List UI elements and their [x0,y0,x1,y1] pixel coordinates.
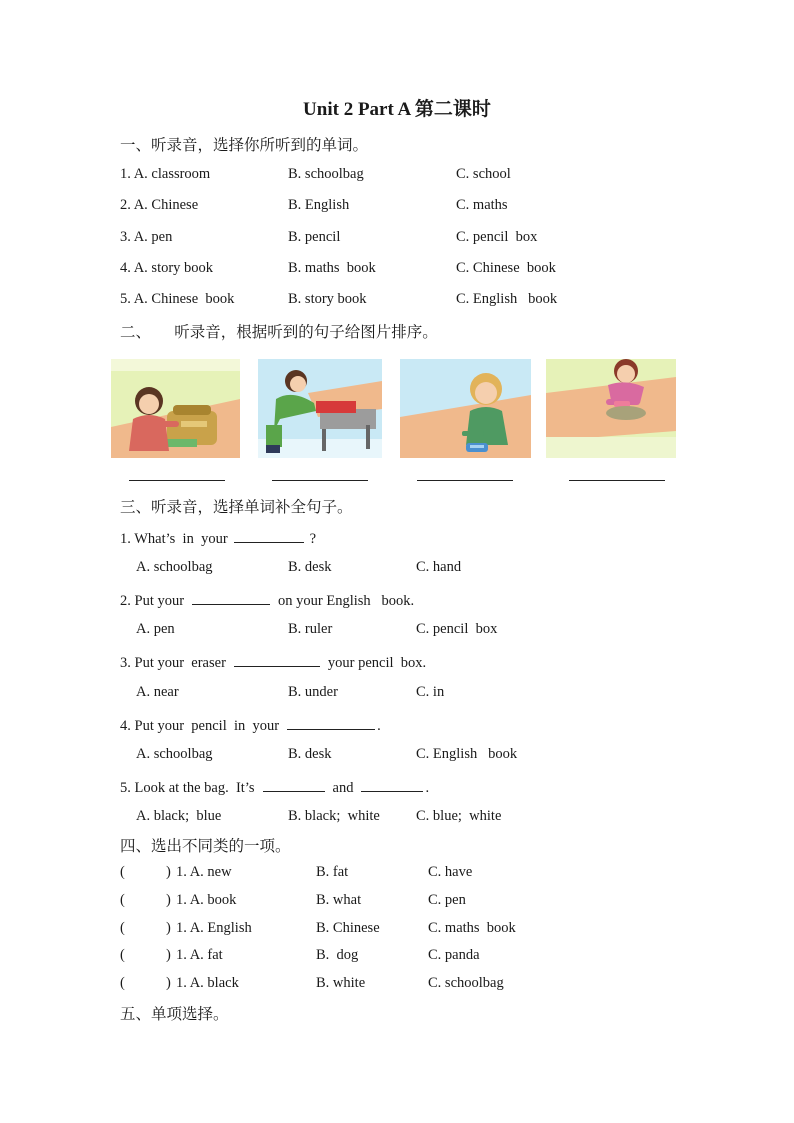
s4-row-3 [120,920,720,942]
s1-option-a: 3. A. pen [120,229,173,245]
s4-option-c: C. have [428,864,473,880]
s3-option-a: A. schoolbag [136,559,213,575]
s3-q5-blank-2[interactable] [361,777,423,792]
s3-option-c: C. hand [416,559,462,575]
s3-q2-blank[interactable] [192,590,270,605]
s4-option-a: 1. A. new [176,864,232,880]
s4-option-c: C. panda [428,947,480,963]
s1-option-b: B. maths book [288,260,376,276]
s3-option-a: A. pen [136,621,175,637]
s4-option-a: 1. A. black [176,975,239,991]
s3-option-b: B. ruler [288,621,333,637]
s3-option-b: B. desk [288,746,332,762]
s3-q3-options [120,684,720,706]
section-1-heading: 一、听录音，选择你所听到的单词。 [120,137,369,154]
picture-girl-eraser [546,359,676,458]
answer-line-3[interactable] [417,480,513,481]
s1-option-b: B. English [288,197,350,213]
answer-paren-open[interactable]: ( [120,947,125,963]
answer-paren-open[interactable]: ( [120,920,125,936]
s3-option-c: C. in [416,684,445,700]
section-4-heading: 四、选出不同类的一项。 [120,838,291,855]
s4-row-2 [120,892,720,914]
s3-q3-blank[interactable] [234,652,320,667]
s4-option-c: C. schoolbag [428,975,504,991]
s4-option-c: C. pen [428,892,466,908]
s1-row-4 [120,260,720,282]
s3-option-a: A. black; blue [136,808,222,824]
s3-q4-text-before: 4. Put your pencil in your [120,718,280,734]
answer-paren-close: ) [166,920,171,936]
picture-boy-desk [258,359,382,458]
s3-q3-text-after: your pencil box. [327,655,427,671]
s1-row-1 [120,166,720,188]
s3-q5-text-mid: and [332,780,354,796]
s3-q2-text-before: 2. Put your [120,593,185,609]
s3-q1-blank[interactable] [234,528,304,543]
s3-q5-blank-1[interactable] [263,777,325,792]
s3-q4-options [120,746,720,768]
s1-option-a: 5. A. Chinese book [120,291,235,307]
page-title: Unit 2 Part A 第二课时 [303,99,491,120]
s3-q1-text-before: 1. What’s in your [120,531,228,547]
s4-option-b: B. Chinese [316,920,380,936]
s3-option-b: B. under [288,684,338,700]
s1-option-c: C. maths [456,197,508,213]
s4-row-1 [120,864,720,886]
section-5-heading: 五、单项选择。 [120,1006,229,1023]
s1-row-3 [120,229,720,251]
s4-row-5 [120,975,720,997]
s1-option-b: B. schoolbag [288,166,364,182]
s3-question-5 [120,777,720,799]
picture-girl-pencil-box [400,359,531,458]
answer-paren-open[interactable]: ( [120,892,125,908]
s4-option-b: B. white [316,975,366,991]
section-3-heading: 三、听录音，选择单词补全句子。 [120,499,353,516]
s3-option-a: A. schoolbag [136,746,213,762]
s3-option-c: C. pencil box [416,621,498,637]
s1-option-c: C. English book [456,291,558,307]
s3-q2-text-after: on your English book. [278,593,415,609]
s4-row-4 [120,947,720,969]
s3-q1-options [120,559,720,581]
s4-option-b: B. what [316,892,362,908]
s3-question-2 [120,590,720,612]
s3-q5-text-after: . [425,780,430,796]
s1-option-a: 1. A. classroom [120,166,211,182]
s3-option-b: B. black; white [288,808,380,824]
s3-q4-text-after: . [377,718,381,734]
s4-option-a: 1. A. English [176,920,252,936]
s1-option-b: B. pencil [288,229,341,245]
picture-girl-schoolbag [111,359,240,458]
answer-paren-close: ) [166,892,171,908]
s1-option-a: 2. A. Chinese [120,197,199,213]
s3-question-1 [120,528,720,550]
s3-option-c: C. blue; white [416,808,502,824]
answer-line-2[interactable] [272,480,368,481]
s4-option-b: B. fat [316,864,349,880]
s4-option-c: C. maths book [428,920,516,936]
s3-option-b: B. desk [288,559,332,575]
s4-option-b: B. dog [316,947,359,963]
s1-row-5 [120,291,720,313]
s1-row-2 [120,197,720,219]
answer-line-1[interactable] [129,480,225,481]
answer-paren-open[interactable]: ( [120,975,125,991]
s1-option-c: C. pencil box [456,229,538,245]
answer-paren-close: ) [166,864,171,880]
s3-option-a: A. near [136,684,179,700]
s3-q4-blank[interactable] [287,715,375,730]
s1-option-b: B. story book [288,291,367,307]
answer-paren-close: ) [166,975,171,991]
s4-option-a: 1. A. book [176,892,237,908]
s3-q5-options [120,808,720,830]
s4-option-a: 1. A. fat [176,947,223,963]
answer-line-4[interactable] [569,480,665,481]
s3-q5-text-before: 5. Look at the bag. It’s [120,780,255,796]
s3-question-3 [120,652,720,674]
s1-option-c: C. Chinese book [456,260,556,276]
section-2-heading: 二、 听录音，根据听到的句子给图片排序。 [120,324,438,341]
s3-q3-text-before: 3. Put your eraser [120,655,226,671]
answer-paren-close: ) [166,947,171,963]
s3-option-c: C. English book [416,746,518,762]
s1-option-c: C. school [456,166,511,182]
s3-q1-text-after: ? [309,531,317,547]
s1-option-a: 4. A. story book [120,260,214,276]
s3-q2-options [120,621,720,643]
answer-paren-open[interactable]: ( [120,864,125,880]
s3-question-4 [120,715,720,737]
